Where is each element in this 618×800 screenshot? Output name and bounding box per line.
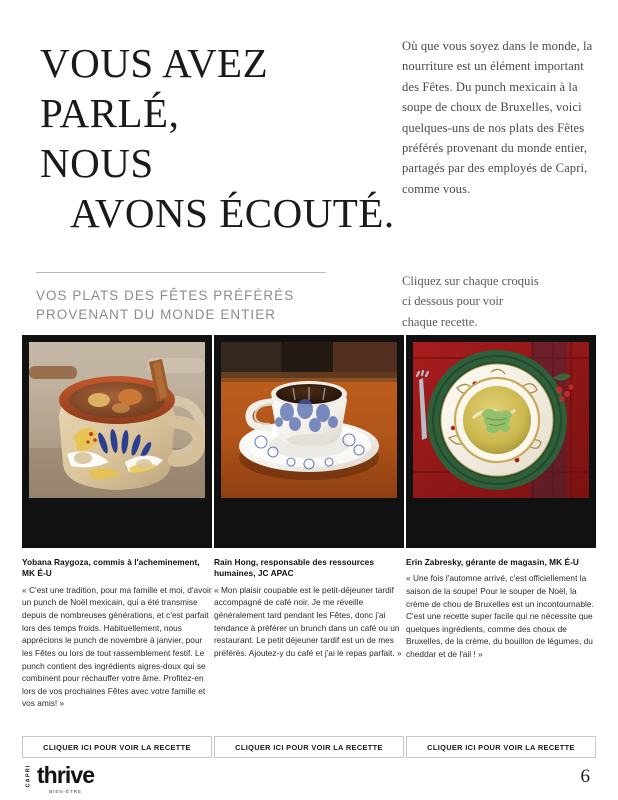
black-coffee-china-teacup-photo	[221, 342, 397, 498]
headline-line-2: PARLÉ,	[40, 90, 180, 137]
cta-line-3: chaque recette.	[402, 314, 478, 329]
testimonial-quote: « Mon plaisir coupable est le petit-déjeuner tardif accompagné de café noir. Je me réveille généralement tard pendant les Fêtes, donc j'ai tendance à préférer un brunch dans un café ou un restaurant. Le petit déjeuner tardif est un de mes préférés. Ajoutez-y du café et j'ai le repas parfait. »	[214, 584, 402, 658]
page-title	[40, 38, 395, 238]
horizontal-divider	[36, 272, 326, 273]
logo-tagline-text: BIEN-ÊTRE	[49, 789, 82, 794]
photo-frame[interactable]	[406, 335, 596, 548]
cta-instruction	[402, 271, 602, 332]
photo-frame[interactable]	[22, 335, 212, 548]
mexican-punch-clay-mug-photo	[29, 342, 205, 498]
hero-section	[0, 0, 618, 262]
headline-line-4: AVONS ÉCOUTÉ.	[70, 190, 395, 237]
photo-frame[interactable]	[214, 335, 404, 548]
testimonial-author: Rain Hong, responsable des ressources humaines, JC APAC	[214, 557, 375, 579]
recipe-button-row	[0, 736, 618, 758]
capri-thrive-logo	[24, 764, 94, 794]
page-number: 6	[580, 766, 590, 787]
recipe-card	[214, 335, 404, 660]
headline-line-1: VOUS AVEZ	[40, 40, 269, 86]
view-recipe-button[interactable]: CLIQUER ICI POUR VOIR LA RECETTE	[406, 736, 596, 758]
cta-line-1: Cliquez sur chaque croquis	[402, 274, 539, 288]
testimonial-quote: « C'est une tradition, pour ma famille et moi, d'avoir un punch de Noël mexicain, qui a été transmise depuis de nombreuses générations, et c'est parfait lors des temps froids. Habituellement, nous apprécions le punch de novembre à janvier, pour les Fêtes ou lors de tout rassemblement festif. Le punch contient des ingrédients aigres-doux qui se combinent pour réchauffer votre âme. Profitez-en lors de vos prochaines Fêtes avec votre famille et vos amis! »	[22, 584, 212, 709]
testimonial-author: Yobana Raygoza, commis à l'acheminement, MK É-U	[22, 557, 200, 579]
section-heading-line-1: VOS PLATS DES FÊTES PRÉFÉRÉS	[36, 288, 295, 303]
logo-capri-text: CAPRI	[25, 764, 32, 788]
logo-thrive-text: thrive	[36, 762, 95, 788]
recipe-card	[406, 335, 596, 661]
brussels-sprouts-cream-soup-photo	[413, 342, 589, 498]
intro-paragraph: Où que vous soyez dans le monde, la nourriture est un élément important des Fêtes. Du punch mexicain à la soupe de choux de Bruxelles, voici quelques-uns de nos plats des Fêtes préférés provenant du monde entier, partagés par des employés de Capri, comme vous.	[402, 39, 593, 196]
cta-line-2: ci dessous pour voir	[402, 294, 504, 309]
testimonial-author: Erin Zabresky, gérante de magasin, MK É-U	[406, 557, 579, 567]
recipe-card	[22, 335, 212, 710]
testimonial-quote: « Une fois l'automne arrivé, c'est officiellement la saison de la soupe! Pour le souper de Noël, la crème de chou de Bruxelles est un incontournable. C'est une recette super facile qui ne nécessite que quelques ingrédients, comme des choux de Bruxelles, de la crème, du bouillon de légumes, du cheddar et de l'ail ! »	[406, 573, 594, 660]
section-heading-line-2: PROVENANT DU MONDE ENTIER	[36, 307, 277, 323]
logo-main-block	[37, 764, 94, 794]
section-heading	[36, 286, 336, 325]
view-recipe-button[interactable]: CLIQUER ICI POUR VOIR LA RECETTE	[214, 736, 404, 758]
view-recipe-button[interactable]: CLIQUER ICI POUR VOIR LA RECETTE	[22, 736, 212, 758]
headline-line-3: NOUS	[40, 140, 154, 187]
